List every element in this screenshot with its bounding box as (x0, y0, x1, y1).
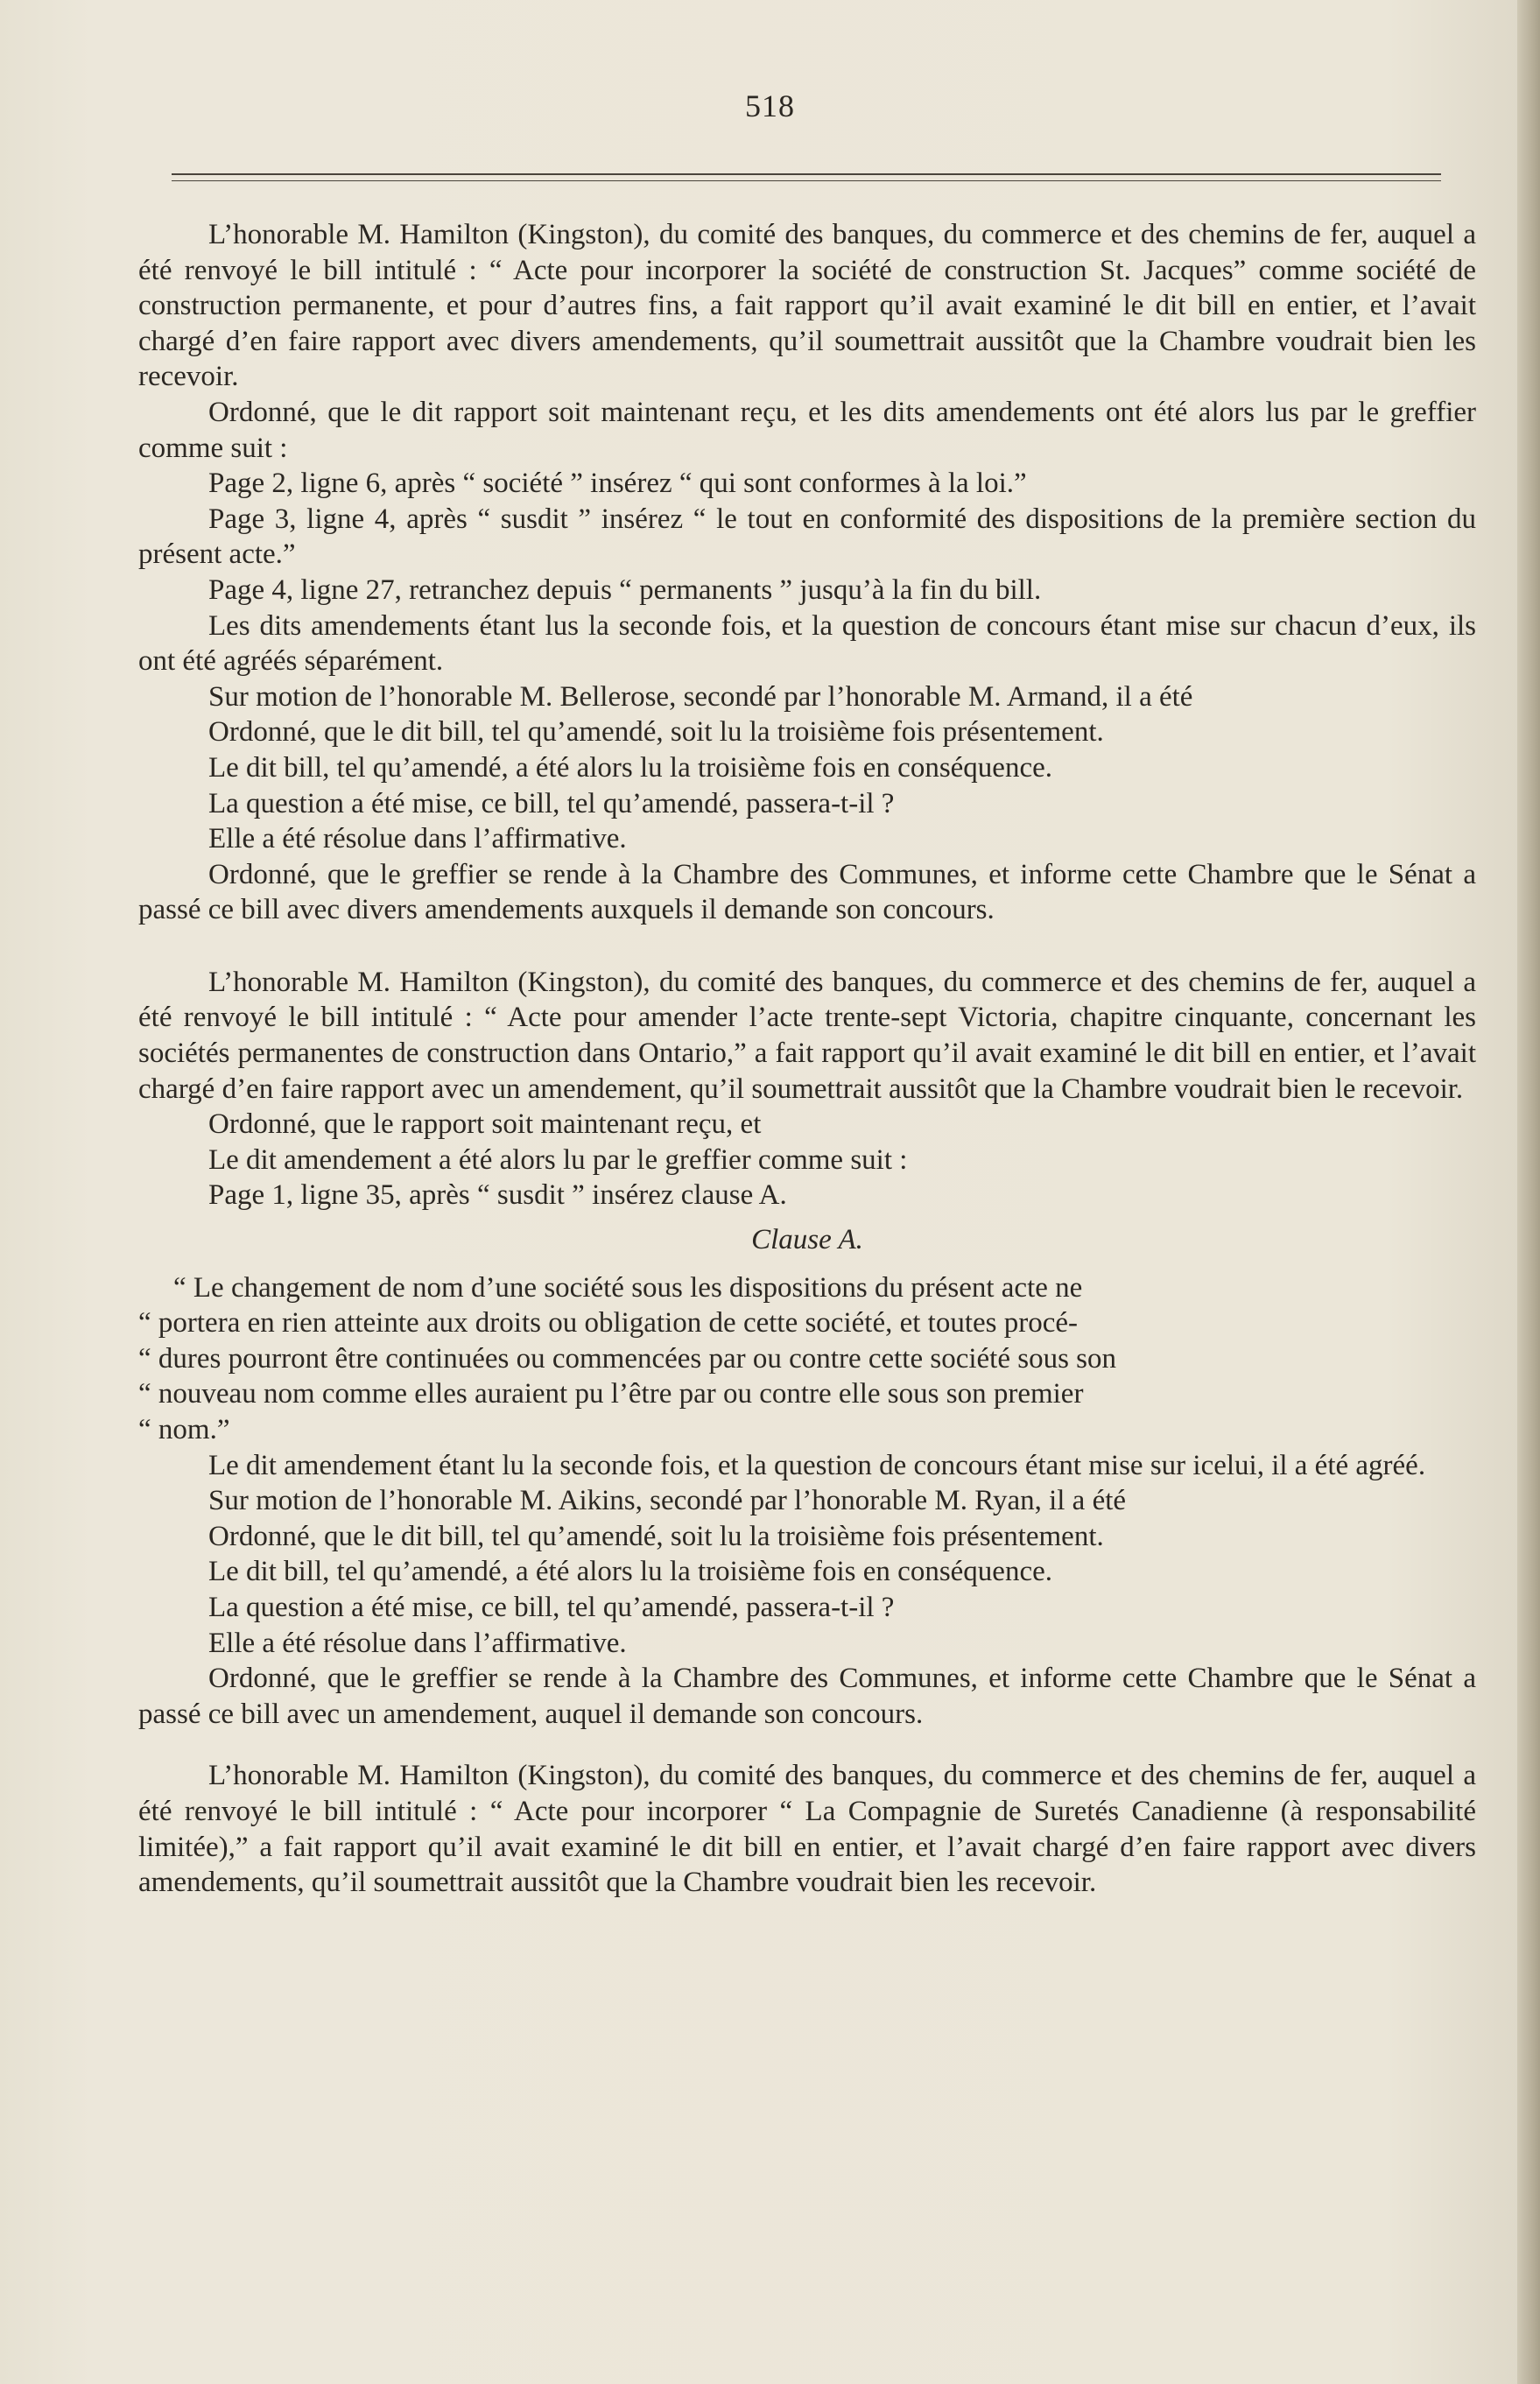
page-number: 518 (745, 88, 795, 123)
paragraph: Ordonné, que le greffier se rende à la Chambre des Communes, et informe cette Chambre que le Sénat a passé ce bill avec divers amendements auxquels il demande son concours. (138, 858, 1476, 926)
section-4 (138, 1758, 1476, 1900)
paragraph: Le dit amendement a été alors lu par le greffier comme suit : (208, 1143, 908, 1176)
paragraph: Le dit bill, tel qu’amendé, a été alors lu la troisième fois en conséquence. (208, 751, 1052, 784)
paragraph: Page 2, ligne 6, après “ société ” insérez “ qui sont conformes à la loi.” (208, 468, 1027, 500)
paragraph: Page 3, ligne 4, après “ susdit ” insérez “ le tout en conformité des dispositions de la première section du présent acte.” (138, 503, 1476, 571)
paragraph: Le dit bill, tel qu’amendé, a été alors lu la troisième fois en conséquence. (208, 1556, 1052, 1588)
paragraph: Sur motion de l’honorable M. Bellerose, secondé par l’honorable M. Armand, il a été (208, 680, 1193, 713)
paragraph: L’honorable M. Hamilton (Kingston), du comité des banques, du commerce et des chemins de fer, auquel a été renvoyé le bill intitulé : “ Acte pour incorporer “ La Compagnie de Suretés Canadienne (à responsabilité limitée),” a fait rapport qu’il avait examiné le dit bill en entier, et l’avait chargé d’en faire rapport avec divers amendements, qu’il soumettrait aussitôt que la Chambre voudrait bien les recevoir. (138, 1760, 1476, 1899)
paragraph: Elle a été résolue dans l’affirmative. (208, 823, 627, 855)
clause-line: “ nom.” (138, 1414, 230, 1445)
clause-line: “ dures pourront être continuées ou commencées par ou contre cette société sous son (138, 1342, 1117, 1375)
paragraph: Le dit amendement étant lu la seconde fois, et la question de concours étant mise sur icelui, il a été agréé. (208, 1449, 1426, 1481)
paragraph: Ordonné, que le dit rapport soit maintenant reçu, et les dits amendements ont été alors lus par le greffier comme suit : (138, 396, 1476, 464)
paragraph: Page 4, ligne 27, retranchez depuis “ permanents ” jusqu’à la fin du bill. (208, 573, 1042, 606)
section-1 (138, 217, 1476, 928)
section-2 (138, 965, 1476, 1213)
clause-line: “ Le changement de nom d’une société sous les dispositions du présent acte ne (173, 1271, 1083, 1304)
paragraph: Les dits amendements étant lus la seconde fois, et la question de concours étant mise sur chacun d’eux, ils ont été agréés séparément. (138, 609, 1476, 678)
clause-line: “ nouveau nom comme elles auraient pu l’être par ou contre elle sous son premier (138, 1378, 1084, 1410)
paragraph: Elle a été résolue dans l’affirmative. (208, 1627, 627, 1659)
paragraph: Ordonné, que le dit bill, tel qu’amendé, soit lu la troisième fois présentement. (208, 716, 1104, 749)
paragraph: Page 1, ligne 35, après “ susdit ” insérez clause A. (208, 1179, 787, 1212)
paragraph: La question a été mise, ce bill, tel qu’amendé, passera-t-il ? (208, 787, 895, 819)
section-gap (138, 928, 1476, 965)
paragraph: Ordonné, que le greffier se rende à la Chambre des Communes, et informe cette Chambre que le Sénat a passé ce bill avec un amendement, auquel il demande son concours. (138, 1663, 1476, 1730)
document-body (138, 217, 1476, 1901)
header-rule (172, 173, 1441, 175)
clause-text (138, 1270, 1476, 1448)
paragraph: L’honorable M. Hamilton (Kingston), du comité des banques, du commerce et des chemins de fer, auquel a été renvoyé le bill intitulé : “ Acte pour amender l’acte trente-sept Victoria, chapitre cinquante, concernant les sociétés permanentes de construction dans Ontario,” a fait rapport qu’il avait examiné le dit bill en entier, et l’avait chargé d’en faire rapport avec un amendement, qu’il soumettrait aussitôt que la Chambre voudrait bien le recevoir. (138, 966, 1476, 1105)
clause-heading: Clause A. (751, 1224, 863, 1256)
paragraph: Ordonné, que le rapport soit maintenant reçu, et (208, 1108, 762, 1141)
paragraph: Sur motion de l’honorable M. Aikins, secondé par l’honorable M. Ryan, il a été (208, 1485, 1127, 1517)
page-edge (1517, 0, 1540, 2384)
section-3 (138, 1448, 1476, 1733)
header-rule-thin (172, 180, 1441, 181)
paragraph: Ordonné, que le dit bill, tel qu’amendé, soit lu la troisième fois présentement. (208, 1520, 1104, 1552)
clause-line: “ portera en rien atteinte aux droits ou obligation de cette société, et toutes procé- (138, 1307, 1078, 1340)
section-gap (138, 1732, 1476, 1758)
paragraph: La question a été mise, ce bill, tel qu’amendé, passera-t-il ? (208, 1591, 895, 1623)
paragraph: L’honorable M. Hamilton (Kingston), du comité des banques, du commerce et des chemins de fer, auquel a été renvoyé le bill intitulé : “ Acte pour incorporer la société de construction St. Jacques” comme société de construction permanente, et pour d’autres fins, a fait rapport qu’il avait examiné le dit bill en entier, et l’avait chargé d’en faire rapport avec divers amendements, qu’il soumettrait aussitôt que la Chambre voudrait bien les recevoir. (138, 219, 1476, 393)
